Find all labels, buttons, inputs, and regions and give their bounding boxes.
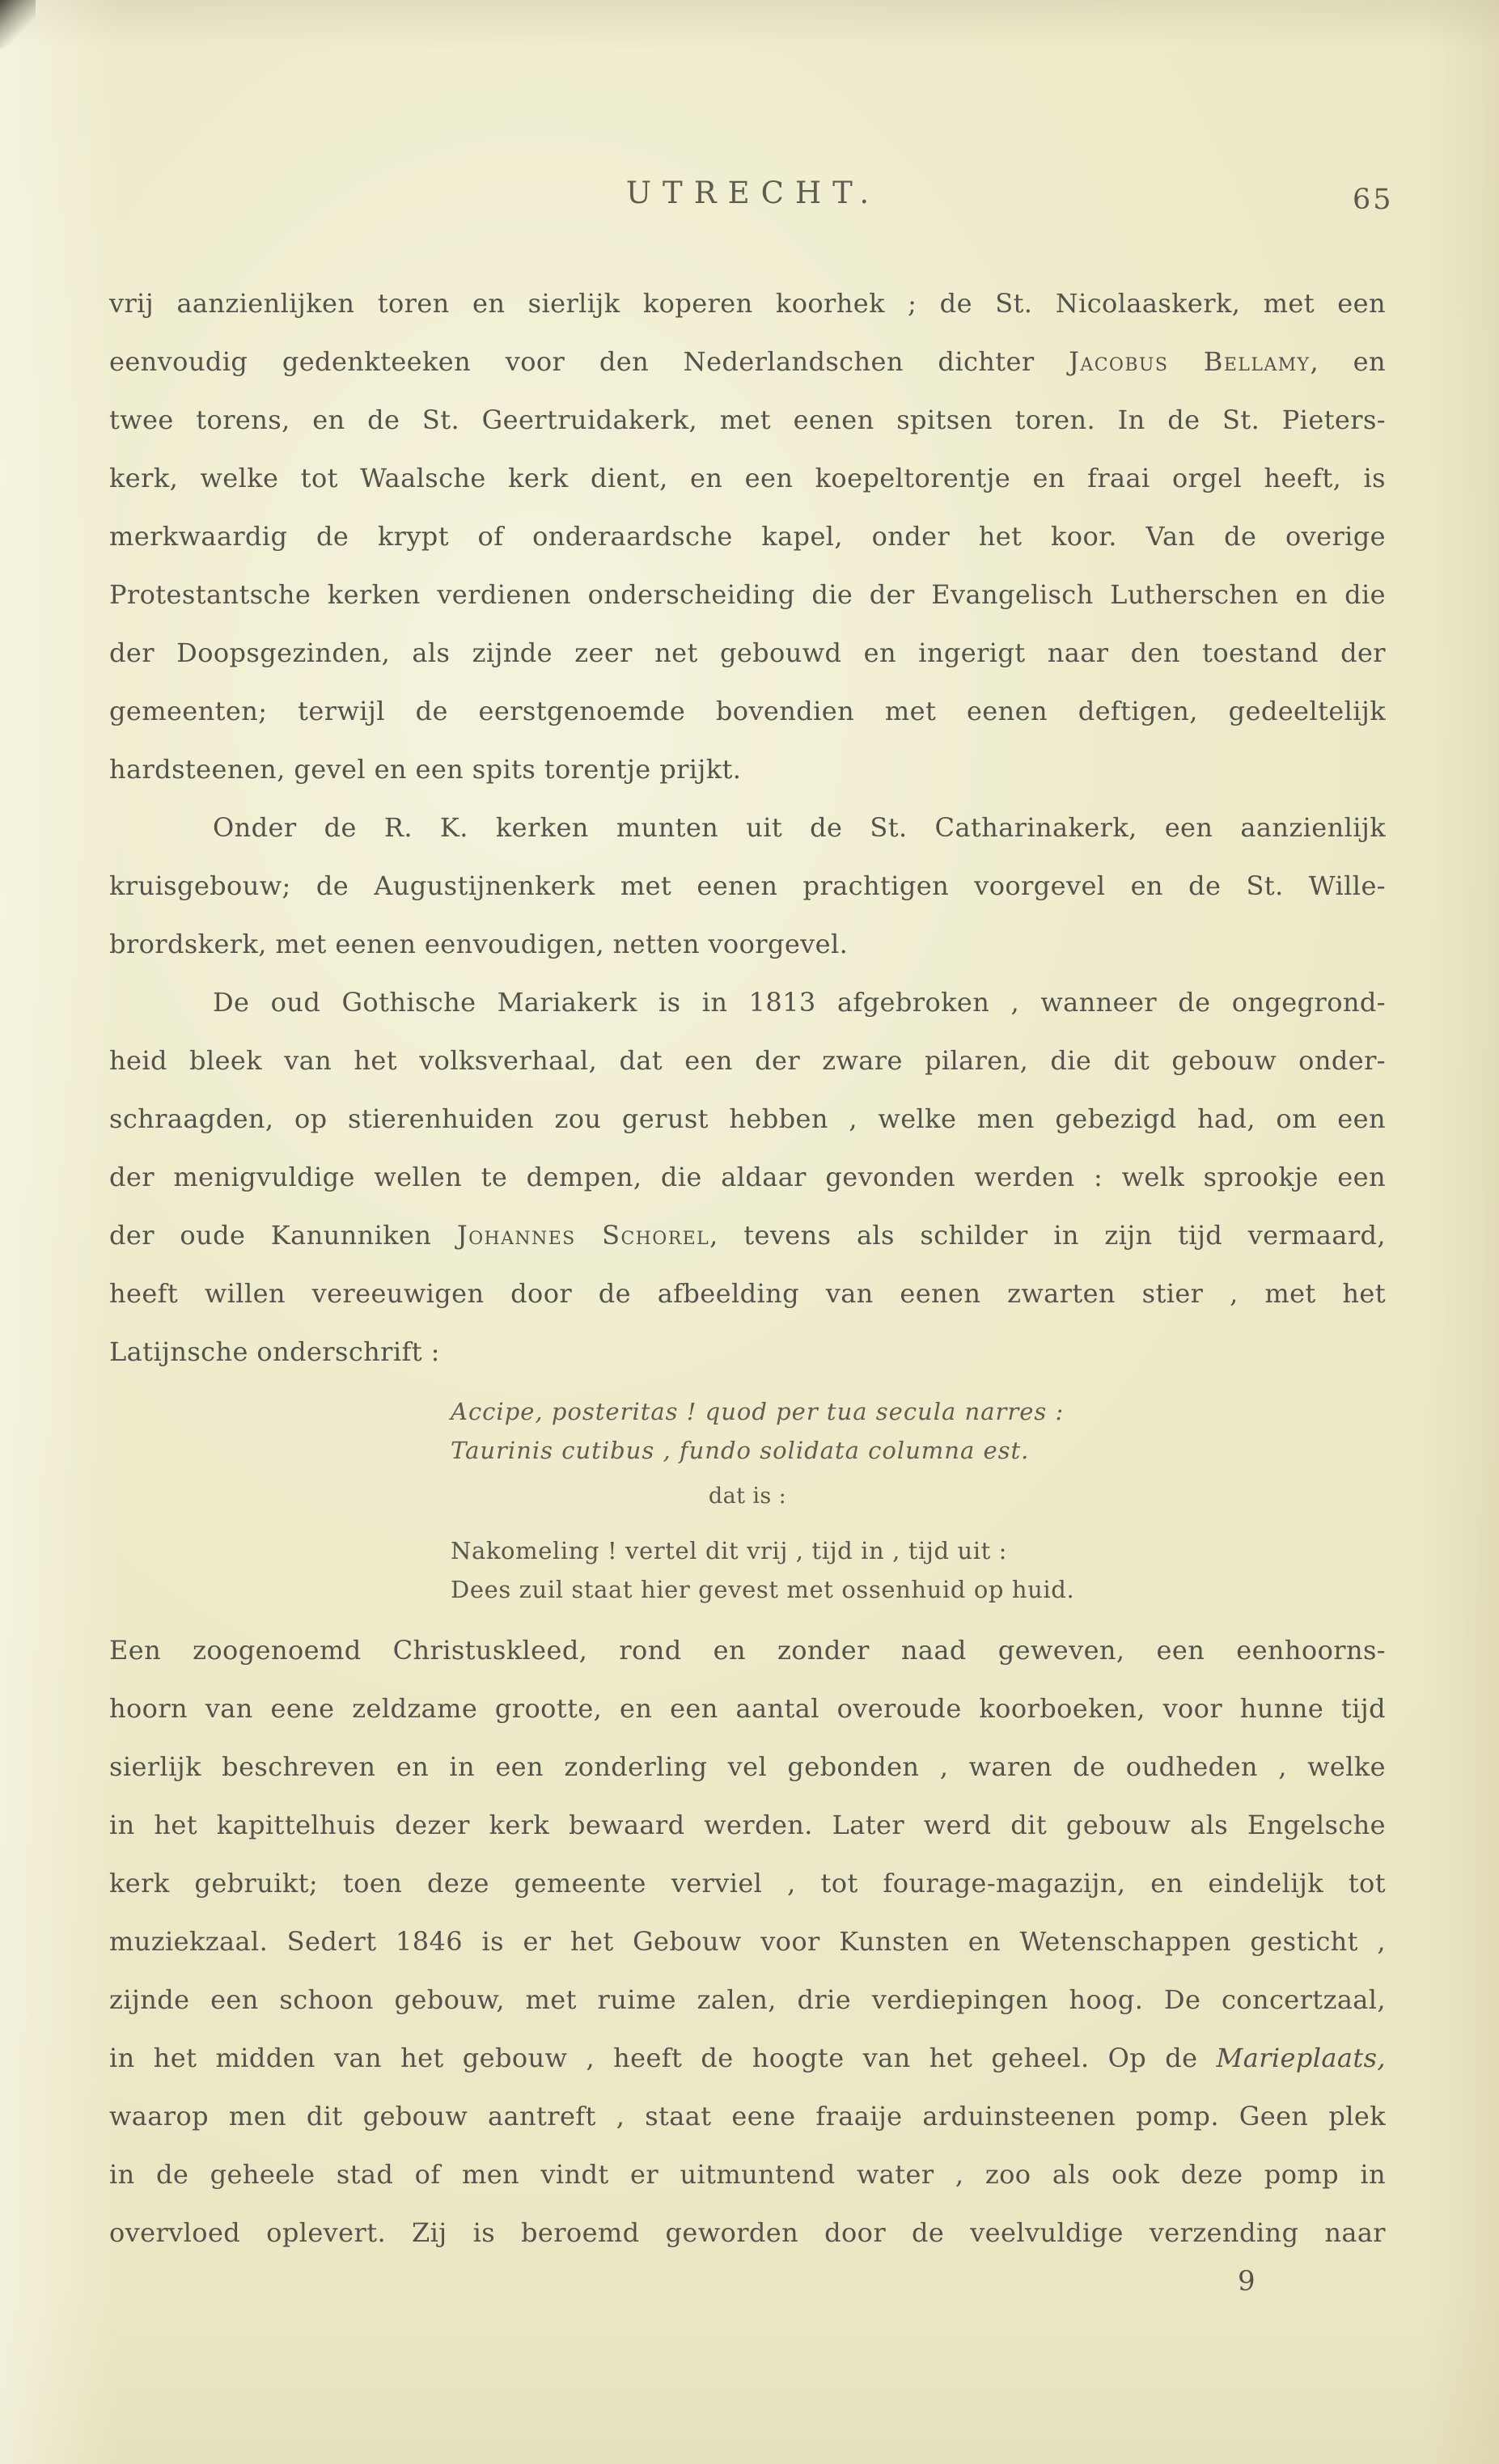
text-line: in de geheele stad of men vindt er uitmuntend water , zoo als ook deze pomp in (109, 2159, 1386, 2190)
text-line: heid bleek van het volksverhaal, dat een der zware pilaren, die dit gebouw onder- (109, 1045, 1386, 1076)
text-line: kerk, welke tot Waalsche kerk dient, en een koepeltorentje en fraai orgel heeft, is (109, 463, 1386, 493)
text-line: muziekzaal. Sedert 1846 is er het Gebouw voor Kunsten en Wetenschappen gesticht , (109, 1926, 1386, 1957)
text-line: brordskerk, met eenen eenvoudigen, netten voorgevel. (109, 929, 849, 959)
text-line: De oud Gothische Mariakerk is in 1813 afgebroken , wanneer de ongegrond- (213, 987, 1386, 1018)
signature-mark: 9 (1238, 2265, 1256, 2297)
text-line: schraagden, op stierenhuiden zou gerust hebben , welke men gebezigd had, om een (109, 1103, 1386, 1134)
text-line: vrij aanzienlijken toren en sierlijk koperen koorhek ; de St. Nicolaaskerk, met een (109, 288, 1386, 319)
text-line: kerk gebruikt; toen deze gemeente verviel , tot fourage-magazijn, en eindelijk tot (109, 1868, 1386, 1899)
text-line: zijnde een schoon gebouw, met ruime zalen, drie verdiepingen hoog. De concertzaal, (109, 1984, 1386, 2015)
text-line: sierlijk beschreven en in een zonderling vel gebonden , waren de oudheden , welke (109, 1751, 1386, 1782)
text-line: hoorn van eene zeldzame grootte, en een aantal overoude koorboeken, voor hunne tijd (109, 1693, 1386, 1724)
translation-line: Nakomeling ! vertel dit vrij , tijd in , tijd uit : (451, 1537, 1008, 1564)
text-line: waarop men dit gebouw aantreft , staat eene fraaije arduinsteenen pomp. Geen plek (109, 2101, 1386, 2132)
text-line: kruisgebouw; de Augustijnenkerk met eenen prachtigen voorgevel en de St. Wille- (109, 870, 1386, 901)
text-line: in het kapittelhuis dezer kerk bewaard werden. Later werd dit gebouw als Engelsche (109, 1810, 1386, 1840)
text-line: Een zoogenoemd Christuskleed, rond en zonder naad geweven, een eenhoorns- (109, 1635, 1386, 1666)
translation-line: Dees zuil staat hier gevest met ossenhuid op huid. (451, 1576, 1075, 1603)
text-block (109, 0, 1386, 2464)
dat-is-label: dat is : (708, 1484, 787, 1509)
text-line: hardsteenen, gevel en een spits torentje prijkt. (109, 754, 742, 785)
page-corner-shadow (0, 0, 36, 49)
text-line: heeft willen vereeuwigen door de afbeelding van eenen zwarten stier , met het (109, 1278, 1386, 1309)
text-line: gemeenten; terwijl de eerstgenoemde bovendien met eenen deftigen, gedeeltelijk (109, 696, 1386, 726)
text-line: der oude Kanunniken Johannes Schorel, tevens als schilder in zijn tijd vermaard, (109, 1220, 1386, 1251)
text-line: Onder de R. K. kerken munten uit de St. Catharinakerk, een aanzienlijk (213, 812, 1386, 843)
text-line: overvloed oplevert. Zij is beroemd geworden door de veelvuldige verzending naar (109, 2217, 1386, 2248)
text-line: merkwaardig de krypt of onderaardsche kapel, onder het koor. Van de overige (109, 521, 1386, 552)
text-line: der menigvuldige wellen te dempen, die aldaar gevonden werden : welk sprookje een (109, 1162, 1386, 1192)
page-number: 65 (1353, 184, 1394, 216)
text-line: der Doopsgezinden, als zijnde zeer net gebouwd en ingerigt naar den toestand der (109, 637, 1386, 668)
text-line: Latijnsche onderschrift : (109, 1336, 440, 1367)
text-line: eenvoudig gedenkteeken voor den Nederlandschen dichter Jacobus Bellamy, en (109, 346, 1386, 377)
text-line: Protestantsche kerken verdienen onderscheiding die der Evangelisch Lutherschen en die (109, 579, 1386, 610)
text-line: twee torens, en de St. Geertruidakerk, met eenen spitsen toren. In de St. Pieters- (109, 404, 1386, 435)
text-line: in het midden van het gebouw , heeft de hoogte van het geheel. Op de Marieplaats, (109, 2043, 1386, 2073)
running-header-title: UTRECHT. (625, 176, 881, 210)
latin-verse-line: Taurinis cutibus , fundo solidata columna est. (451, 1437, 1030, 1464)
latin-verse-line: Accipe, posteritas ! quod per tua secula narres : (451, 1398, 1065, 1425)
